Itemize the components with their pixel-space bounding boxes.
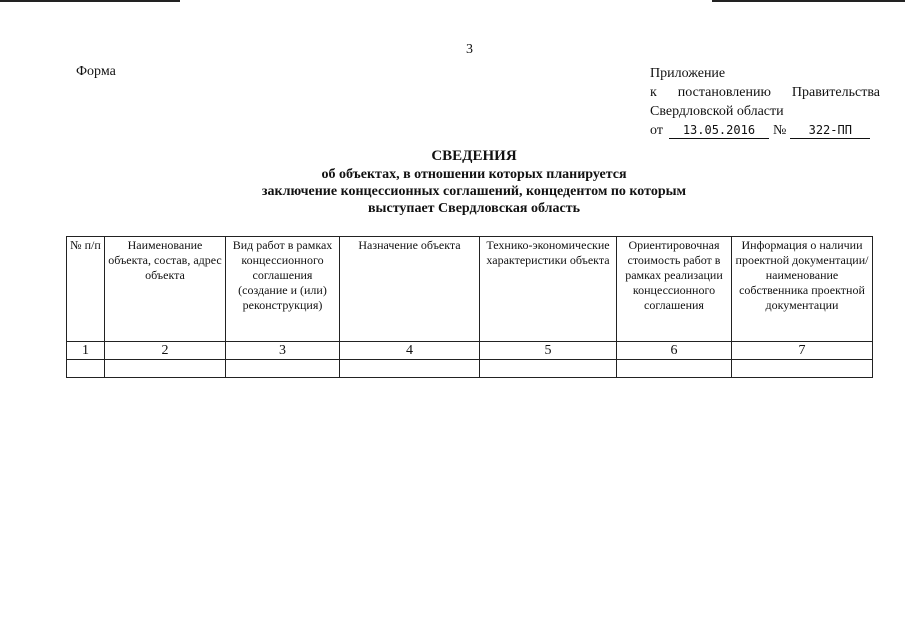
title-line-1: об объектах, в отношении которых планируется <box>321 167 627 182</box>
appendix-word-decree: постановлению <box>677 85 771 100</box>
title-heading: СВЕДЕНИЯ <box>431 148 517 164</box>
column-number: 5 <box>480 342 617 360</box>
decree-date: 13.05.2016 <box>669 123 769 139</box>
header-col-6: Ориентировочная стоимость работ в рамках реализации концессионного соглашения <box>617 237 732 342</box>
header-col-5: Технико-экономические характеристики объекта <box>480 237 617 342</box>
column-number: 7 <box>732 342 873 360</box>
top-scan-rule-right <box>712 0 905 2</box>
top-scan-rule-left <box>0 0 180 2</box>
form-label: Форма <box>76 64 116 79</box>
page-number: 3 <box>466 42 473 57</box>
table-cell <box>340 360 480 378</box>
title-line-3: выступает Свердловская область <box>367 201 580 216</box>
decree-number: 322-ПП <box>790 123 870 139</box>
table-row <box>67 360 873 378</box>
header-col-7: Информация о наличии проектной документации/ наименование собственника проектной документации <box>732 237 873 342</box>
header-col-2: Наименование объекта, состав, адрес объекта <box>105 237 226 342</box>
header-col-1: № п/п <box>67 237 105 342</box>
header-col-4: Назначение объекта <box>340 237 480 342</box>
column-number: 4 <box>340 342 480 360</box>
appendix-word-k: к <box>650 85 657 100</box>
appendix-word-government: Правительства <box>791 85 880 100</box>
table-cell <box>480 360 617 378</box>
appendix-title: Приложение <box>650 66 726 81</box>
header-col-3: Вид работ в рамках концессионного соглашения (создание и (или) реконструкция) <box>226 237 340 342</box>
date-prefix: от <box>650 123 663 138</box>
document-title <box>150 148 798 217</box>
column-number: 2 <box>105 342 226 360</box>
appendix-date-row <box>650 121 880 140</box>
appendix-block <box>650 64 880 140</box>
table-cell <box>732 360 873 378</box>
column-number: 1 <box>67 342 105 360</box>
title-line-2: заключение концессионных соглашений, концедентом по которым <box>261 184 687 199</box>
table-cell <box>617 360 732 378</box>
objects-table <box>66 236 873 378</box>
table-header-row <box>67 237 873 342</box>
table-cell <box>226 360 340 378</box>
appendix-region: Свердловской области <box>650 104 784 119</box>
appendix-line-2 <box>650 83 880 102</box>
column-number: 3 <box>226 342 340 360</box>
column-number: 6 <box>617 342 732 360</box>
table-cell <box>105 360 226 378</box>
table-cell <box>67 360 105 378</box>
number-prefix: № <box>772 123 787 138</box>
column-number-row <box>67 342 873 360</box>
